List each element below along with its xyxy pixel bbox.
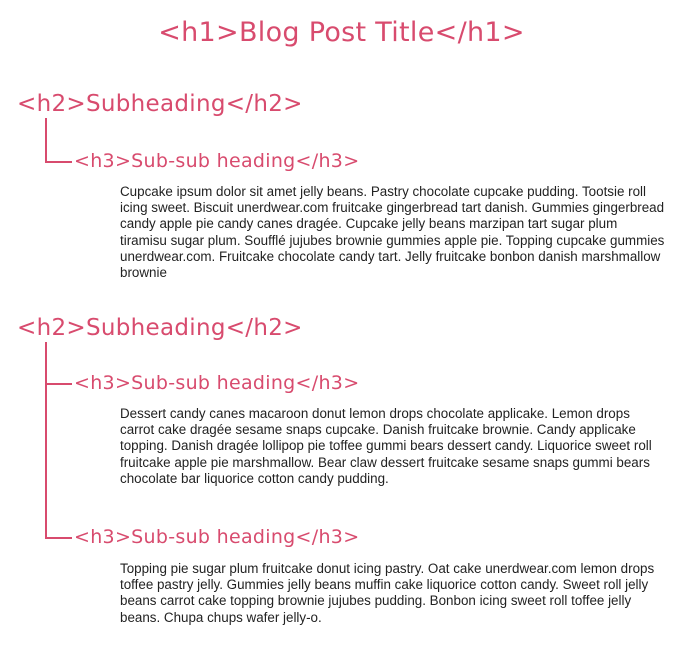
section-2-heading: <h2>Subheading</h2> [17,315,303,341]
section-1-heading: <h2>Subheading</h2> [17,91,303,117]
section-2-connector-branch-2 [45,537,72,539]
page-title: <h1>Blog Post Title</h1> [158,17,525,48]
section-2-subsection-1-paragraph: Dessert candy canes macaroon donut lemon drops chocolate applicake. Lemon drops carrot cake dragée sesame snaps cupcake. Danish fruitcake brownie. Candy applicake topping. Danish dragée lollipop pie toffee gummi bears dessert candy. Liquorice sweet roll fruitcake apple pie marshmallow. Bear claw dessert fruitcake sesame snaps gummi bears chocolate bar liquorice cotton candy pudding. [120,406,652,486]
section-1-connector-vertical [45,118,47,163]
section-2-subsection-1-heading: <h3>Sub-sub heading</h3> [74,372,360,394]
section-1-subsection-1-heading: <h3>Sub-sub heading</h3> [74,150,360,172]
section-2-connector-branch-1 [45,383,72,385]
section-2-subsection-2-paragraph: Topping pie sugar plum fruitcake donut icing pastry. Oat cake unerdwear.com lemon drops toffee pastry jelly. Gummies jelly beans muffin cake liquorice cotton candy. Sweet roll jelly beans carrot cake topping brownie jujubes pudding. Bonbon icing sweet roll toffee jelly beans. Chupa chups wafer jelly-o. [120,561,655,625]
section-2-subsection-2-heading: <h3>Sub-sub heading</h3> [74,526,360,548]
section-1-connector-horizontal [45,161,72,163]
section-1-subsection-1-paragraph: Cupcake ipsum dolor sit amet jelly beans. Pastry chocolate cupcake pudding. Tootsie roll icing sweet. Biscuit unerdwear.com fruitcake gingerbread tart danish. Gummies gingerbread candy apple pie candy canes dragée. Cupcake jelly beans marzipan tart sugar plum tiramisu sugar plum. Soufflé jujubes brownie gummies apple pie. Topping cupcake gummies unerdwear.com. Fruitcake chocolate candy tart. Jelly fruitcake bonbon danish marshmallow brownie [120,184,665,281]
section-2-connector-vertical [45,342,47,539]
